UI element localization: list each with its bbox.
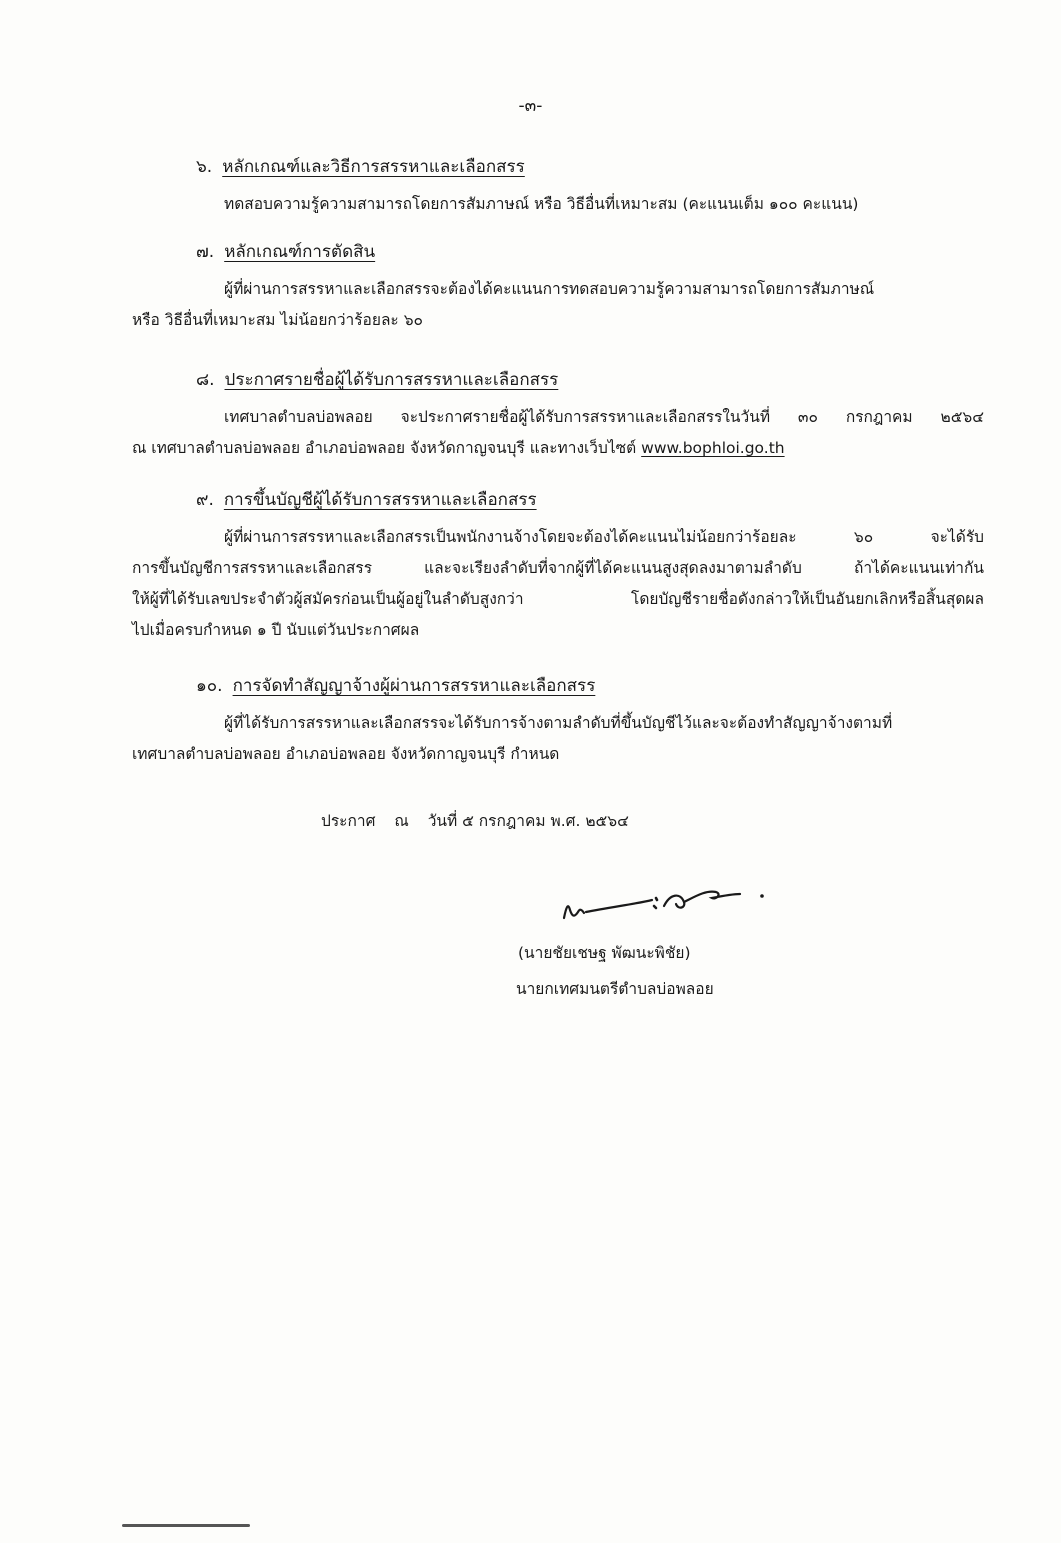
section-heading [132, 366, 984, 394]
announcement-date: วันที่ ๕ กรกฎาคม พ.ศ. ๒๕๖๔ [427, 812, 629, 830]
section-6 [132, 153, 984, 220]
announcement-line [321, 808, 643, 833]
section-body [132, 274, 984, 336]
body-line: ผู้ที่ได้รับการสรรหาและเลือกสรรจะได้รับการจ้างตามลำดับที่ขึ้นบัญชีไว้และจะต้องทำสัญญาจ้างตามที่ [224, 714, 893, 732]
section-9 [132, 486, 984, 646]
body-text: ณ เทศบาลตำบลบ่อพลอย อำเภอบ่อพลอย จังหวัดกาญจนบุรี และทางเว็บไซต์ [132, 439, 637, 457]
body-line: ผู้ที่ผ่านการสรรหาและเลือกสรรจะต้องได้คะแนนการทดสอบความรู้ความสามารถโดยการสัมภาษณ์ [224, 280, 875, 298]
section-number: ๖. [196, 157, 213, 177]
signer-name: (นายชัยเชษฐ พัฒนะพิชัย) [518, 944, 691, 962]
signer-block [516, 935, 776, 1007]
section-title: การขึ้นบัญชีผู้ได้รับการสรรหาและเลือกสรร [223, 490, 537, 510]
section-title: หลักเกณฑ์และวิธีการสรรหาและเลือกสรร [222, 157, 525, 177]
section-body [132, 189, 984, 220]
section-8 [132, 366, 984, 464]
section-number: ๘. [196, 370, 215, 390]
handwritten-signature [556, 880, 776, 930]
section-title: ประกาศรายชื่อผู้ได้รับการสรรหาและเลือกสรร [224, 370, 559, 390]
scan-artifact-line [122, 1524, 250, 1527]
body-line: ให้ผู้ที่ได้รับเลขประจำตัวผู้สมัครก่อนเป็นผู้อยู่ในลำดับสูงกว่า โดยบัญชีรายชื่อดังกล่าวให้เป็นอันยกเลิกหรือสิ้นสุดผล [132, 590, 984, 608]
body-line: ทดสอบความรู้ความสามารถโดยการสัมภาษณ์ หรือ วิธีอื่นที่เหมาะสม (คะแนนเต็ม ๑๐๐ คะแนน) [224, 195, 859, 213]
announcement-word: ประกาศ [321, 812, 376, 830]
section-number: ๑๐. [196, 676, 223, 696]
section-title: การจัดทำสัญญาจ้างผู้ผ่านการสรรหาและเลือกสรร [232, 676, 596, 696]
website-link[interactable]: www.bophloi.go.th [641, 439, 785, 457]
body-line: การขึ้นบัญชีการสรรหาและเลือกสรร และจะเรียงลำดับที่จากผู้ที่ได้คะแนนสูงสุดลงมาตามลำดับ ถ้าได้คะแนนเท่ากัน [132, 559, 984, 577]
section-heading [132, 486, 984, 514]
section-heading [132, 153, 984, 181]
body-line [132, 433, 984, 464]
section-body [132, 708, 984, 770]
body-line: เทศบาลตำบลบ่อพลอย อำเภอบ่อพลอย จังหวัดกาญจนบุรี กำหนด [132, 745, 560, 763]
section-body [132, 402, 984, 464]
section-7 [132, 238, 984, 336]
section-body [132, 522, 984, 646]
section-10 [132, 672, 984, 770]
announcement-at: ณ [394, 812, 409, 830]
body-line: เทศบาลตำบลบ่อพลอย จะประกาศรายชื่อผู้ได้รับการสรรหาและเลือกสรรในวันที่ ๓๐ กรกฎาคม ๒๕๖๔ [224, 408, 984, 426]
body-line: หรือ วิธีอื่นที่เหมาะสม ไม่น้อยกว่าร้อยละ ๖๐ [132, 311, 423, 329]
section-title: หลักเกณฑ์การตัดสิน [224, 242, 376, 262]
signer-position: นายกเทศมนตรีตำบลบ่อพลอย [516, 980, 714, 998]
section-number: ๙. [196, 490, 214, 510]
section-heading [132, 238, 984, 266]
section-heading [132, 672, 984, 700]
section-number: ๗. [196, 242, 215, 262]
body-line: ผู้ที่ผ่านการสรรหาและเลือกสรรเป็นพนักงานจ้างโดยจะต้องได้คะแนนไม่น้อยกว่าร้อยละ ๖๐ จะได้รับ [224, 528, 984, 546]
body-line: ไปเมื่อครบกำหนด ๑ ปี นับแต่วันประกาศผล [132, 621, 420, 639]
page-number: -๓- [518, 96, 543, 116]
